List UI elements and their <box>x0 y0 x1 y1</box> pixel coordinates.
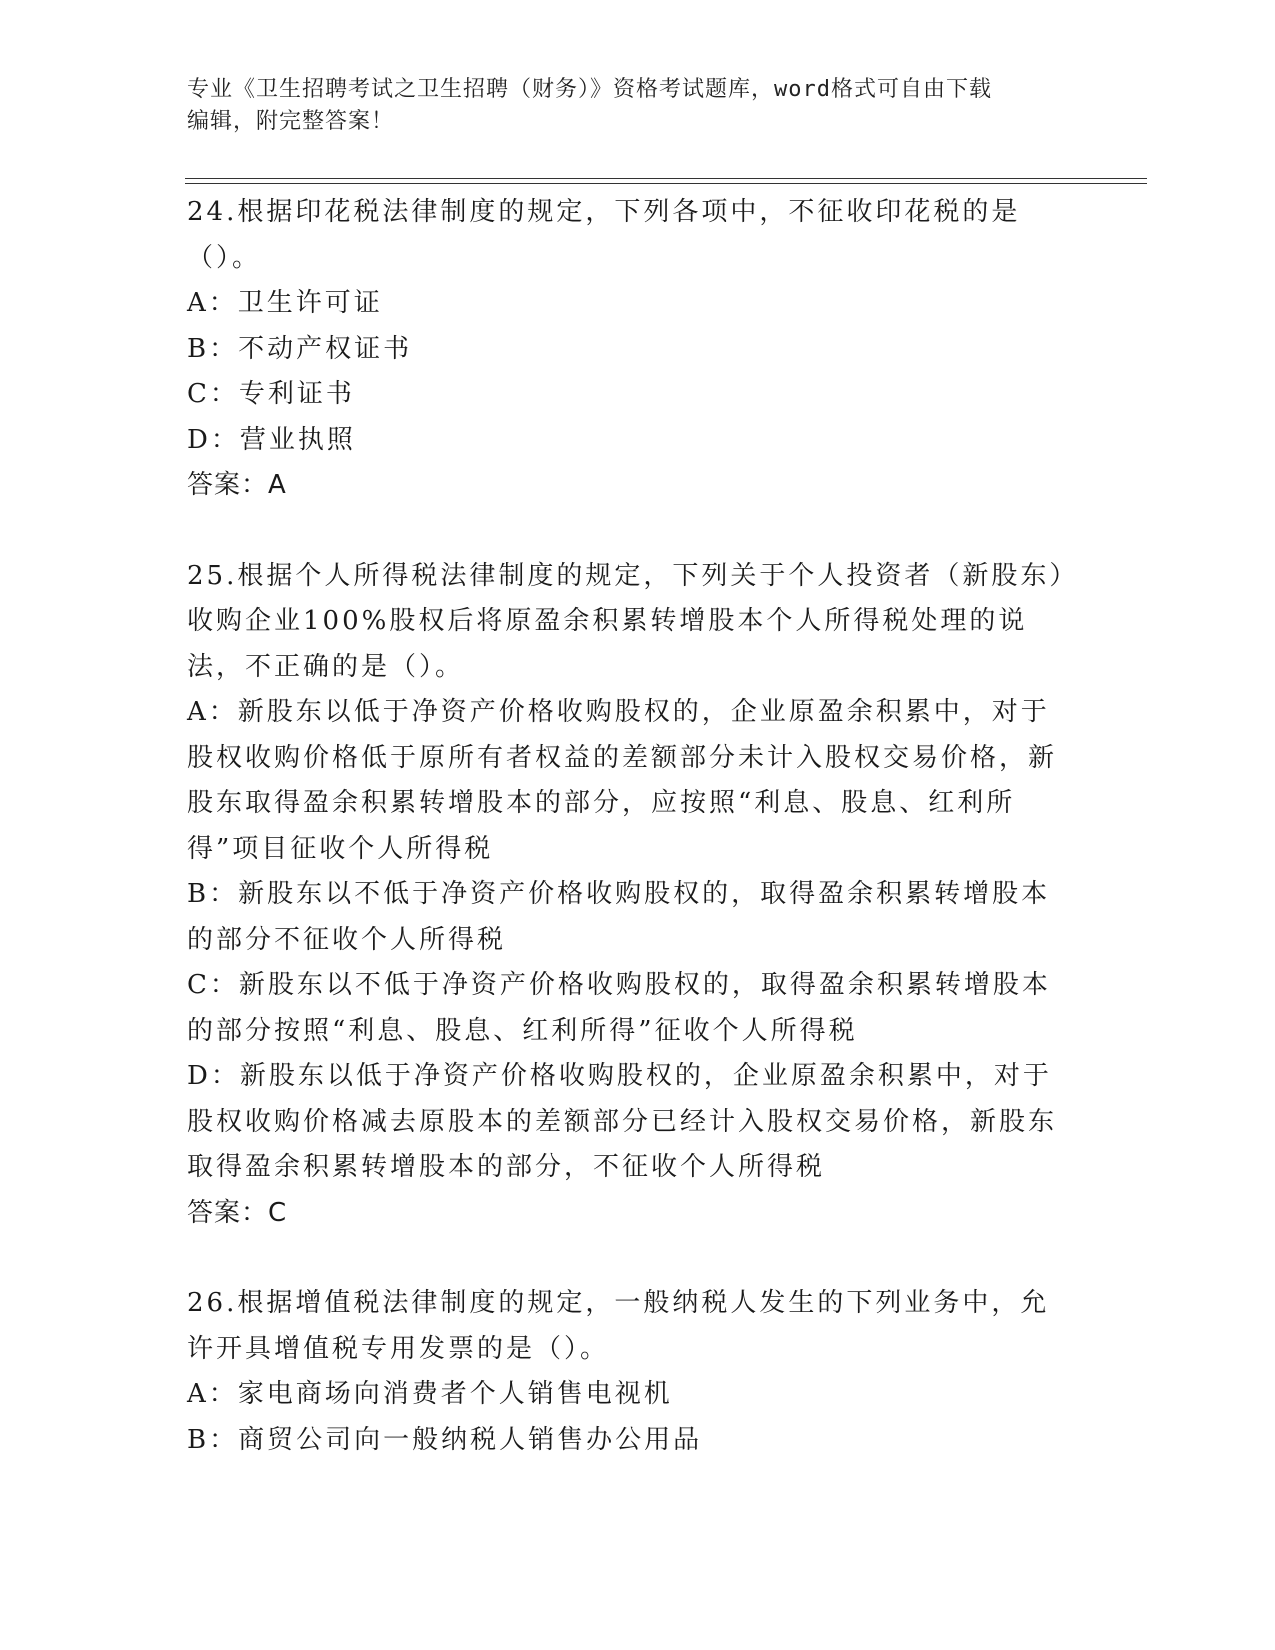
question-list <box>187 190 1067 1463</box>
header-line-2: 编辑，附完整答案！ <box>187 109 395 134</box>
answer-label: 答案：C <box>187 1197 288 1228</box>
question-24 <box>187 190 1067 509</box>
question-26 <box>187 1281 1067 1463</box>
option-b: B：商贸公司向一般纳税人销售办公用品 <box>187 1424 703 1455</box>
option-a: A：新股东以低于净资产价格收购股权的，企业原盈余积累中，对于股权收购价格低于原所有者权益的差额部分未计入股权交易价格，新股东取得盈余积累转增股本的部分，应按照“利息、股息、红利所得”项目征收个人所得税 <box>187 697 1058 864</box>
option-c: C：新股东以不低于净资产价格收购股权的，取得盈余积累转增股本的部分按照“利息、股息、红利所得”征收个人所得税 <box>187 970 1051 1046</box>
question-stem: 24.根据印花税法律制度的规定，下列各项中，不征收印花税的是（）。 <box>187 197 1021 273</box>
document-header <box>187 74 1067 138</box>
question-stem: 25.根据个人所得税法律制度的规定，下列关于个人投资者（新股东）收购企业100%股权后将原盈余积累转增股本个人所得税处理的说法，不正确的是（）。 <box>187 560 1066 682</box>
question-stem: 26.根据增值税法律制度的规定，一般纳税人发生的下列业务中，允许开具增值税专用发票的是（）。 <box>187 1288 1050 1364</box>
header-rule-bottom <box>185 183 1147 184</box>
answer-label: 答案：A <box>187 470 287 500</box>
option-d: D：营业执照 <box>187 424 356 455</box>
question-25 <box>187 554 1067 1237</box>
option-c: C：专利证书 <box>187 379 355 409</box>
header-rule-top <box>185 178 1147 179</box>
option-d: D：新股东以低于净资产价格收购股权的，企业原盈余积累中，对于股权收购价格减去原股本的差额部分已经计入股权交易价格，新股东取得盈余积累转增股本的部分，不征收个人所得税 <box>187 1061 1058 1182</box>
option-a: A：卫生许可证 <box>187 288 383 318</box>
option-a: A：家电商场向消费者个人销售电视机 <box>187 1379 673 1409</box>
option-b: B：新股东以不低于净资产价格收购股权的，取得盈余积累转增股本的部分不征收个人所得税 <box>187 879 1051 955</box>
header-line-1: 专业《卫生招聘考试之卫生招聘（财务）》资格考试题库，word格式可自由下载 <box>187 77 992 102</box>
option-b: B：不动产权证书 <box>187 333 413 364</box>
